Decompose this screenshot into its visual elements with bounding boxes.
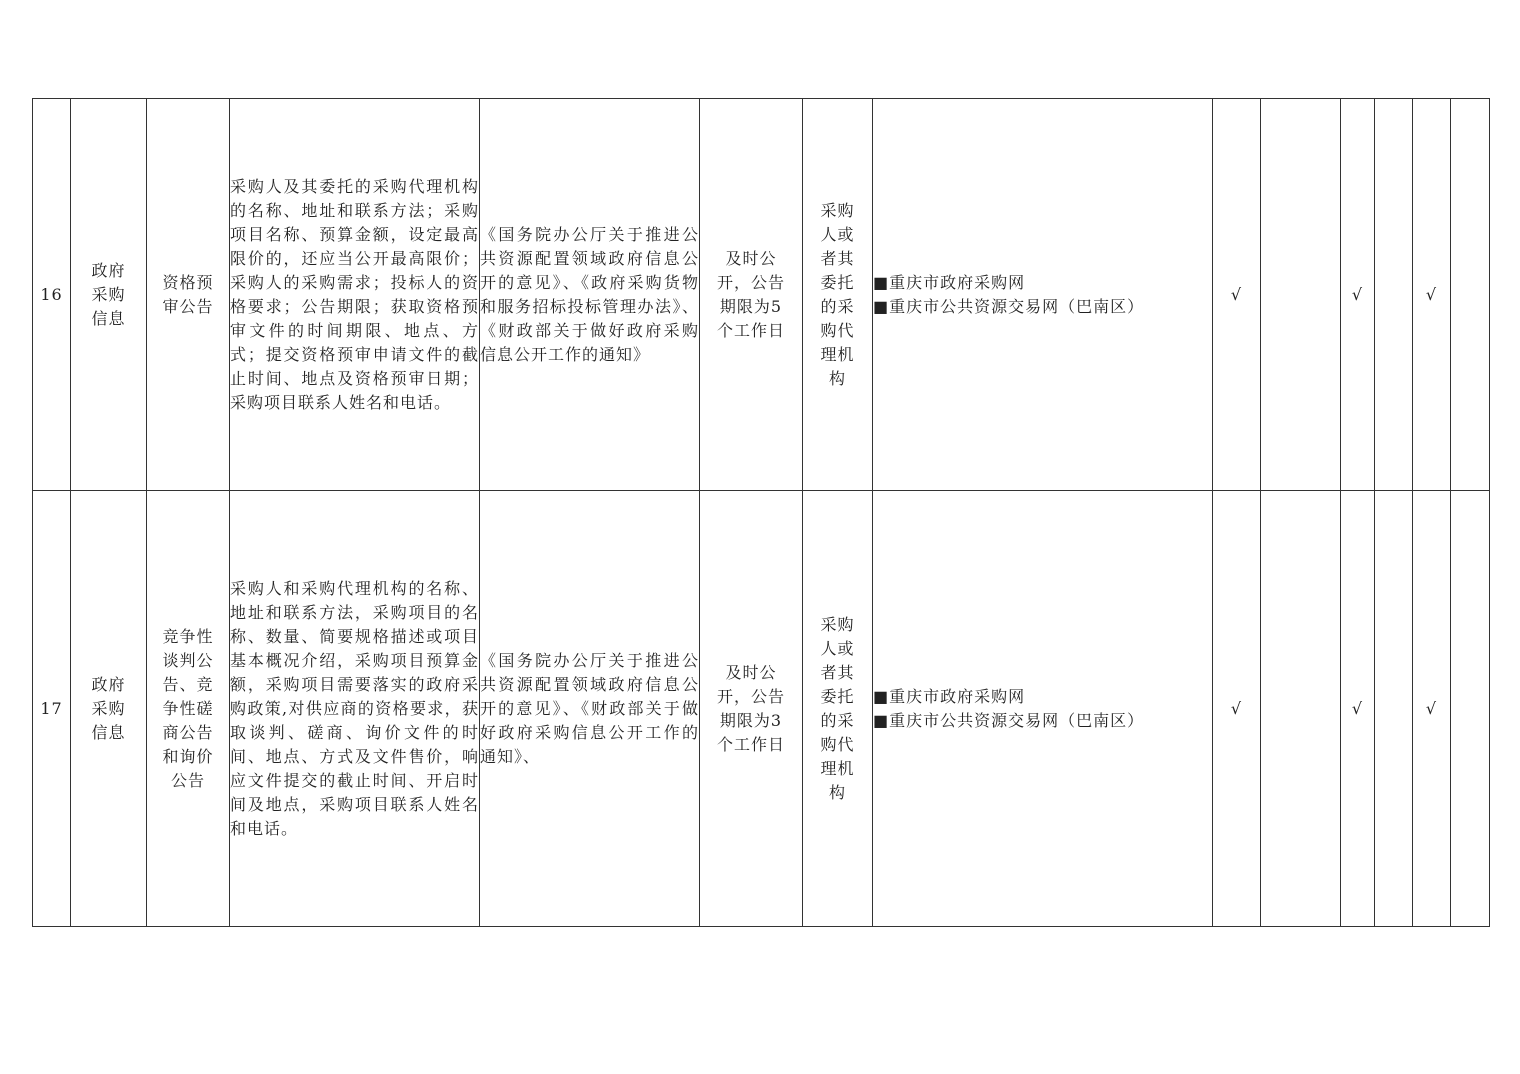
item-cell: 竞争性谈判公告、竞争性磋商公告和询价公告	[147, 491, 230, 927]
check-mark: √	[1213, 99, 1261, 491]
check-mark: √	[1413, 491, 1451, 927]
empty-cell	[1451, 491, 1490, 927]
table-row	[33, 491, 1490, 927]
channels-cell	[873, 491, 1213, 927]
category-cell: 政府采购信息	[71, 99, 147, 491]
row-number: 17	[33, 491, 71, 927]
content-cell: 采购人及其委托的采购代理机构的名称、地址和联系方法；采购项目名称、预算金额，设定最高限价的，还应当公开最高限价；采购人的采购需求；投标人的资格要求；公告期限；获取资格预审文件的时间期限、地点、方式；提交资格预审申请文件的截止时间、地点及资格预审日期；采购项目联系人姓名和电话。	[230, 99, 480, 491]
timing-cell: 及时公开，公告期限为5个工作日	[700, 99, 803, 491]
item-cell: 资格预审公告	[147, 99, 230, 491]
subject-cell: 采购人或者其委托的采购代理机构	[803, 491, 873, 927]
empty-cell	[1261, 99, 1341, 491]
content-cell: 采购人和采购代理机构的名称、地址和联系方法，采购项目的名称、数量、简要规格描述或项目基本概况介绍，采购项目预算金额，采购项目需要落实的政府采购政策,对供应商的资格要求，获取谈判、磋商、询价文件的时间、地点、方式及文件售价，响应文件提交的截止时间、开启时间及地点，采购项目联系人姓名和电话。	[230, 491, 480, 927]
category-cell: 政府采购信息	[71, 491, 147, 927]
subject-cell: 采购人或者其委托的采购代理机构	[803, 99, 873, 491]
channel-item: ■重庆市政府采购网	[873, 686, 1026, 706]
check-mark: √	[1213, 491, 1261, 927]
channels-cell	[873, 99, 1213, 491]
check-mark: √	[1341, 491, 1375, 927]
basis-cell: 《国务院办公厅关于推进公共资源配置领域政府信息公开的意见》、《政府采购货物和服务招标投标管理办法》、《财政部关于做好政府采购信息公开工作的通知》	[480, 99, 700, 491]
basis-cell: 《国务院办公厅关于推进公共资源配置领域政府信息公开的意见》、《财政部关于做好政府采购信息公开工作的通知》、	[480, 491, 700, 927]
empty-cell	[1451, 99, 1490, 491]
check-mark: √	[1413, 99, 1451, 491]
channel-item: ■重庆市公共资源交易网（巴南区）	[873, 710, 1145, 730]
disclosure-table	[32, 98, 1490, 927]
channel-item: ■重庆市公共资源交易网（巴南区）	[873, 296, 1145, 316]
timing-cell: 及时公开，公告期限为3个工作日	[700, 491, 803, 927]
check-mark: √	[1341, 99, 1375, 491]
channel-item: ■重庆市政府采购网	[873, 272, 1026, 292]
row-number: 16	[33, 99, 71, 491]
empty-cell	[1375, 99, 1413, 491]
table-row	[33, 99, 1490, 491]
empty-cell	[1375, 491, 1413, 927]
empty-cell	[1261, 491, 1341, 927]
